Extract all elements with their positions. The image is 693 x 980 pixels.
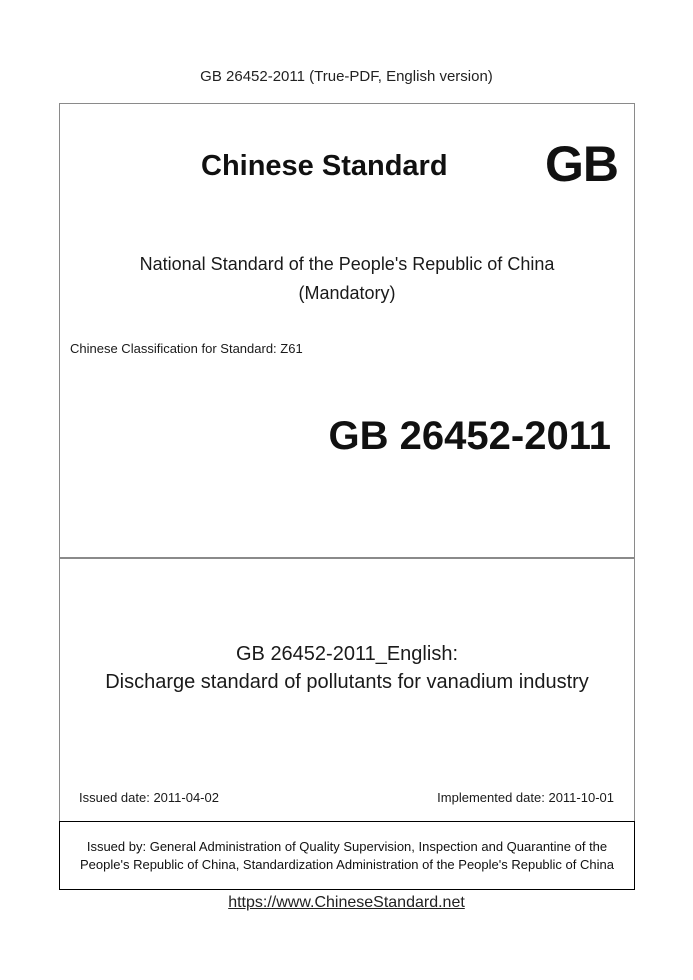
standard-number: GB 26452-2011 — [328, 414, 611, 458]
classification-code: Chinese Classification for Standard: Z61 — [70, 341, 303, 356]
implemented-date: Implemented date: 2011-10-01 — [437, 790, 614, 805]
english-title — [59, 640, 635, 696]
national-title — [59, 250, 635, 308]
gb-mark: GB — [545, 136, 618, 192]
national-title-line-1: National Standard of the People's Republic of China — [139, 254, 555, 274]
issuer-box — [59, 821, 635, 890]
website-link[interactable]: https://www.ChineseStandard.net — [228, 894, 465, 911]
national-title-line-2: (Mandatory) — [298, 283, 396, 303]
document-header: GB 26452-2011 (True-PDF, English version) — [200, 68, 493, 85]
panel-divider — [59, 557, 635, 558]
issuer-text: Issued by: General Administration of Quality Supervision, Inspection and Quarantine of the People's Republic of China, Standardization Administration of the People's Republic of China — [80, 838, 614, 872]
standard-label: Chinese Standard — [201, 150, 448, 182]
english-title-line-2: Discharge standard of pollutants for vanadium industry — [105, 671, 589, 693]
english-title-line-1: GB 26452-2011_English: — [235, 643, 458, 665]
issued-date: Issued date: 2011-04-02 — [79, 790, 219, 805]
